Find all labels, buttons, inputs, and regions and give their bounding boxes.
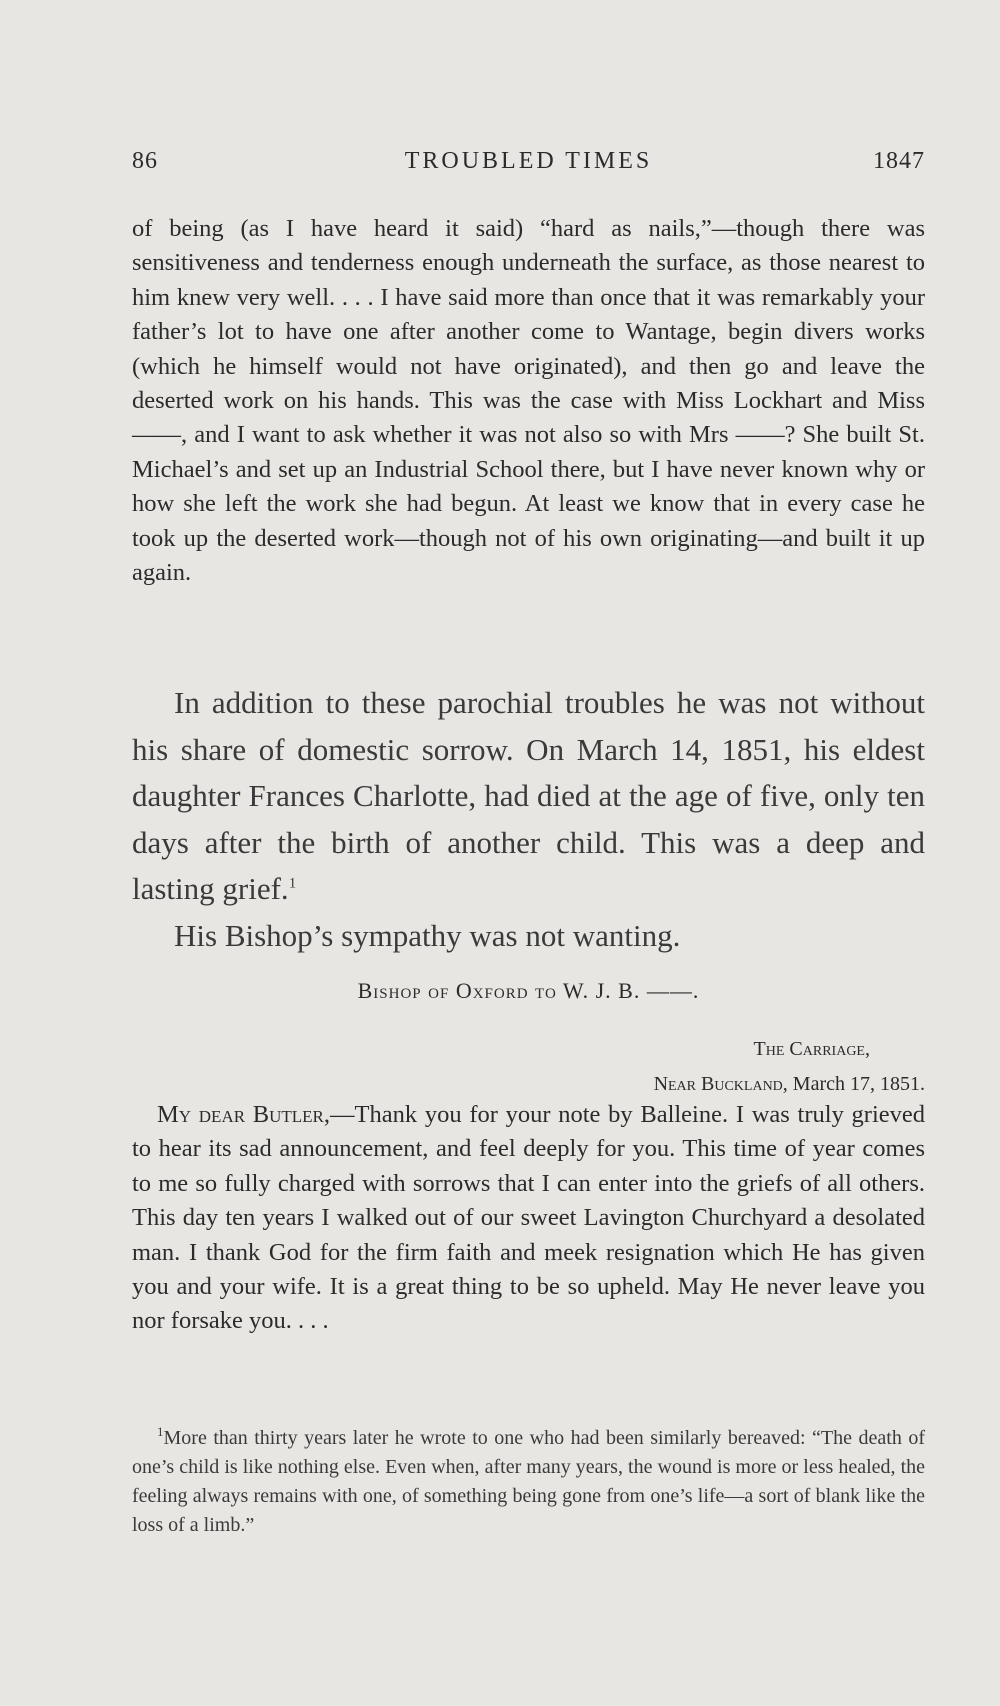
- letter-place-line-2: Near Buckland,: [653, 1073, 788, 1095]
- letter-salutation: My dear Butler,: [157, 1101, 331, 1128]
- footnote-text: More than thirty years later he wrote to one who had been similarly bereaved: “The death of one’s child is like nothing else. Even when, after many years, the wound is more or less healed, the feeling always remains with one, of something being gone from one’s life—a sort of blank like the loss of a limb.”: [132, 1427, 925, 1536]
- narrative-paragraph-2: His Bishop’s sympathy was not wanting.: [174, 917, 681, 953]
- letter-date: March 17, 1851.: [792, 1073, 925, 1095]
- letter-heading: Bishop of Oxford to W. J. B. ——.: [357, 978, 700, 1003]
- letter-body: [132, 1098, 925, 1339]
- letter-text: —Thank you for your note by Balleine. I was truly grieved to hear its sad announcement, and feel deeply for you. This time of year comes to me so fully charged with sorrows that I can enter into the griefs of all others. This day ten years I walked out of our sweet Lavington Churchyard a desolated man. I thank God for the firm faith and meek resignation which He has given you and your wife. It is a great thing to be so upheld. May He never leave you nor forsake you. . . .: [132, 1101, 925, 1335]
- running-head: [132, 148, 925, 182]
- letter-dateline: [654, 1032, 925, 1102]
- quoted-letter-paragraph: of being (as I have heard it said) “hard as nails,”—though there was sensitiveness and tenderness enough underneath the surface, as those nearest to him knew very well. . . . I have said more than once that it was remarkably your father’s lot to have one after another come to Wantage, begin divers works (which he himself would not have originated), and then go and leave the deserted work on his hands. This was the case with Miss Lockhart and Miss ——, and I want to ask whether it was not also so with Mrs ——? She built St. Michael’s and set up an Industrial School there, but I have never known why or how she left the work she had begun. At least we know that in every case he took up the deserted work—though not of his own originating—and built it up again.: [132, 215, 925, 587]
- narrative-paragraph-1: In addition to these parochial troubles he was not without his share of domestic sorrow. On March 14, 1851, his eldest daughter Frances Charlotte, had died at the age of five, only ten days after the birth of another child. This was a deep and lasting grief.: [132, 685, 925, 906]
- footnote: [132, 1424, 925, 1540]
- narrative-text: [132, 680, 925, 959]
- footnote-mark: 1: [157, 1424, 164, 1440]
- chapter-title: TROUBLED TIMES: [404, 148, 653, 174]
- page-number: 86: [132, 148, 158, 174]
- running-year: 1847: [873, 148, 925, 174]
- footnote-reference: 1: [288, 875, 297, 892]
- letter-place-date-line: [654, 1067, 925, 1102]
- letter-place-line-1: The Carriage,: [753, 1038, 870, 1060]
